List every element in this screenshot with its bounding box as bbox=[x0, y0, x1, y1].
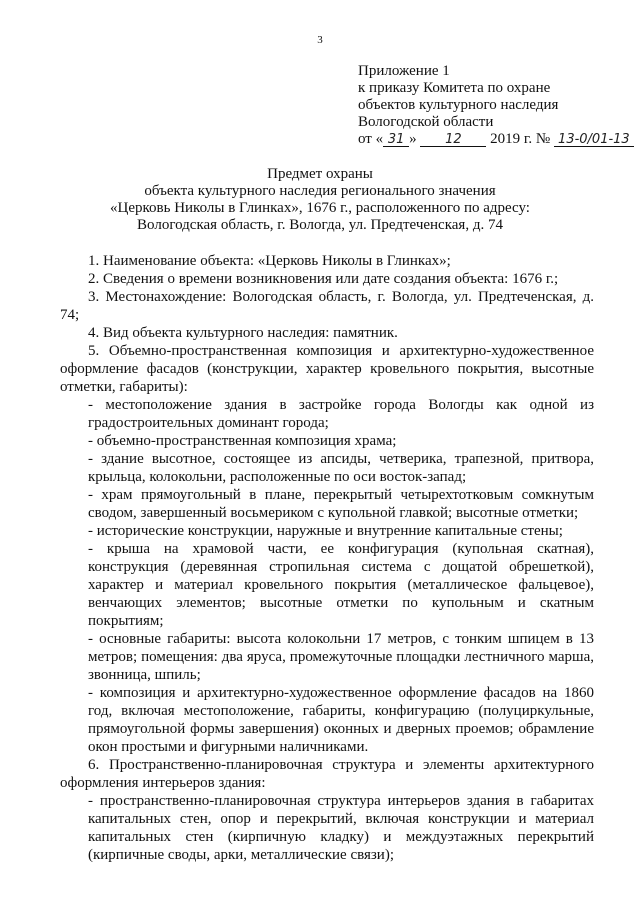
approval-date-line bbox=[358, 131, 630, 148]
numbered-item: 5. Объемно-пространственная композиция и архитектурно-художественное оформление фасадов (конструкции, характер кровельного покрытия, высотные отметки, габариты): bbox=[60, 343, 594, 395]
numbered-item: 6. Пространственно-планировочная структура и элементы архитектурного оформления интерьеров здания: bbox=[60, 757, 594, 791]
title-line: Вологодская область, г. Вологда, ул. Предтеченская, д. 74 bbox=[137, 217, 503, 233]
title-line: объекта культурного наследия регионального значения bbox=[144, 183, 496, 199]
list-item: - пространственно-планировочная структура интерьеров здания в габаритах капитальных стен, опор и перекрытий, включая конструкции и материал капитальных стен (кирпичную кладку) и междуэтажных перекрытий (кирпичные своды, арки, металлические связи); bbox=[88, 793, 594, 863]
handwritten-doc-number: 13-0/01-13 bbox=[554, 133, 634, 147]
handwritten-month: 12 bbox=[420, 133, 486, 147]
list-item: - композиция и архитектурно-художественное оформление фасадов на 1860 год, включая местоположение, габариты, конфигурацию (полуциркульные, прямоугольной формы завершения) оконных и дверных проемов; обрамление окон простыми и фигурными наличниками. bbox=[88, 685, 594, 755]
list-item: - храм прямоугольный в плане, перекрытый четырехтотковым сомкнутым сводом, завершенный восьмериком с купольной главкой; высотные отметки; bbox=[88, 487, 594, 521]
list-item: - крыша на храмовой части, ее конфигурация (купольная скатная), конструкция (деревянная стропильная система с дощатой обрешеткой), характер и материал кровельного покрытия (металлическое фальцевое), венчающих элементов; высотные отметки по купольным и скатным покрытиям; bbox=[88, 541, 594, 629]
list-item: - здание высотное, состоящее из апсиды, четверика, трапезной, притвора, крыльца, колокольни, расположенные по оси восток-запад; bbox=[88, 451, 594, 485]
numbered-item: 1. Наименование объекта: «Церковь Николы в Глинках»; bbox=[88, 253, 451, 269]
approval-line: объектов культурного наследия bbox=[358, 97, 559, 113]
numbered-item: 4. Вид объекта культурного наследия: памятник. bbox=[88, 325, 398, 341]
title-line: Предмет охраны bbox=[267, 166, 373, 182]
approval-line: к приказу Комитета по охране bbox=[358, 80, 551, 96]
approval-line: Вологодской области bbox=[358, 114, 494, 130]
approval-line: Приложение 1 bbox=[358, 63, 450, 79]
list-item: - основные габариты: высота колокольни 17 метров, с тонким шпицем в 13 метров; помещения: два яруса, промежуточные площадки лестничного марша, звонница, шпиль; bbox=[88, 631, 594, 683]
list-item: - объемно-пространственная композиция храма; bbox=[88, 433, 397, 449]
date-prefix: от « bbox=[358, 131, 384, 147]
document-body bbox=[60, 252, 594, 864]
title-line: «Церковь Николы в Глинках», 1676 г., расположенного по адресу: bbox=[110, 200, 530, 216]
numbered-item: 3. Местонахождение: Вологодская область, г. Вологда, ул. Предтеченская, д. 74; bbox=[60, 289, 594, 323]
date-year: 2019 г. № bbox=[490, 131, 551, 147]
date-mid: » bbox=[409, 131, 417, 147]
approval-stamp bbox=[358, 63, 630, 148]
document-title bbox=[60, 166, 580, 234]
numbered-item: 2. Сведения о времени возникновения или дате создания объекта: 1676 г.; bbox=[88, 271, 559, 287]
list-item: - местоположение здания в застройке города Вологды как одной из градостроительных доминант города; bbox=[88, 397, 594, 431]
handwritten-day: 31 bbox=[383, 133, 409, 147]
list-item: - исторические конструкции, наружные и внутренние капитальные стены; bbox=[88, 523, 563, 539]
page-number: 3 bbox=[317, 34, 323, 46]
